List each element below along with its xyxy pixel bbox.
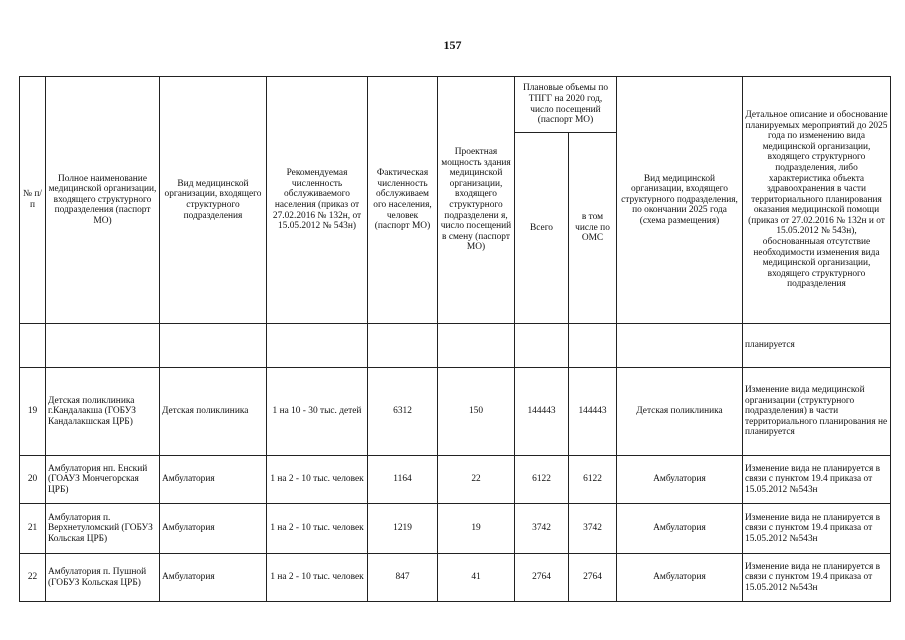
row-capacity-cell: 150 [438, 368, 515, 456]
row-type-cell: Амбулатория [160, 456, 267, 504]
table-row [20, 504, 891, 554]
header-capacity: Проектная мощность здания медицинской организации, входящего структурного подразделени я, число посещений в смену (паспорт МО) [438, 77, 515, 324]
row-details-cell: Изменение вида медицинской организации (структурного подразделения) в части территориального планирования не планируется [743, 368, 891, 456]
row-recommended-cell: 1 на 2 - 10 тыс. человек [267, 456, 368, 504]
row-oms-cell: 2764 [569, 554, 617, 602]
row-name-cell: Детская поликлиника г.Кандалакша (ГОБУЗ Кандалакшская ЦРБ) [46, 368, 160, 456]
row-details-cell: Изменение вида не планируется в связи с пунктом 19.4 приказа от 15.05.2012 №543н [743, 456, 891, 504]
row-type-2025-cell: Детская поликлиника [617, 368, 743, 456]
row-details-cell: Изменение вида не планируется в связи с пунктом 19.4 приказа от 15.05.2012 №543н [743, 554, 891, 602]
row-actual-cell: 1219 [368, 504, 438, 554]
continuation-text: планируется [743, 324, 891, 368]
empty-cell [368, 324, 438, 368]
row-type-2025-cell: Амбулатория [617, 504, 743, 554]
row-recommended-cell: 1 на 2 - 10 тыс. человек [267, 554, 368, 602]
row-oms-cell: 3742 [569, 504, 617, 554]
header-total: Всего [515, 133, 569, 324]
empty-cell [160, 324, 267, 368]
row-capacity-cell: 22 [438, 456, 515, 504]
header-recommended: Рекомендуемая численность обслуживаемого населения (приказ от 27.02.2016 № 132н, от 15.05.2012 № 543н) [267, 77, 368, 324]
row-oms-cell: 6122 [569, 456, 617, 504]
row-type-cell: Амбулатория [160, 504, 267, 554]
row-type-2025-cell: Амбулатория [617, 554, 743, 602]
header-type-2025: Вид медицинской организации, входящего структурного подразделения, по окончании 2025 года (схема размещения) [617, 77, 743, 324]
row-actual-cell: 847 [368, 554, 438, 602]
header-num: № п/п [20, 77, 46, 324]
row-total-cell: 144443 [515, 368, 569, 456]
empty-cell [617, 324, 743, 368]
page-number: 157 [443, 38, 462, 52]
row-name-cell: Амбулатория п. Пушной (ГОБУЗ Кольская ЦРБ) [46, 554, 160, 602]
table-row [20, 554, 891, 602]
row-recommended-cell: 1 на 10 - 30 тыс. детей [267, 368, 368, 456]
empty-cell [569, 324, 617, 368]
continuation-row [20, 324, 891, 368]
row-total-cell: 2764 [515, 554, 569, 602]
row-num-cell: 22 [20, 554, 46, 602]
header-name: Полное наименование медицинской организации, входящего структурного подразделения (паспорт МО) [46, 77, 160, 324]
header-planned-group: Плановые объемы по ТПГГ на 2020 год, число посещений (паспорт МО) [515, 77, 617, 133]
table-row [20, 456, 891, 504]
row-num-cell: 20 [20, 456, 46, 504]
row-name-cell: Амбулатория п. Верхнетуломский (ГОБУЗ Кольская ЦРБ) [46, 504, 160, 554]
header-type: Вид медицинской организации, входящего структурного подразделения [160, 77, 267, 324]
table-row [20, 368, 891, 456]
empty-cell [46, 324, 160, 368]
row-name-cell: Амбулатория нп. Енский (ГОАУЗ Мончегорская ЦРБ) [46, 456, 160, 504]
row-total-cell: 6122 [515, 456, 569, 504]
row-actual-cell: 1164 [368, 456, 438, 504]
header-actual: Фактическая численность обслуживаем ого населения, человек (паспорт МО) [368, 77, 438, 324]
row-type-cell: Амбулатория [160, 554, 267, 602]
empty-cell [438, 324, 515, 368]
row-oms-cell: 144443 [569, 368, 617, 456]
empty-cell [20, 324, 46, 368]
empty-cell [515, 324, 569, 368]
header-details: Детальное описание и обоснование планируемых мероприятий до 2025 года по изменению вида медицинской организации, входящего структурного подразделения, либо характеристика объекта здравоохранения в части территориального планирования оказания медицинской помощи (приказ от 27.02.2016 № 132н и от 15.05.2012 № 543н), обоснованныая отсутствие необходимости изменения вида медицинской организации, входящего структурного подразделения [743, 77, 891, 324]
row-capacity-cell: 19 [438, 504, 515, 554]
empty-cell [267, 324, 368, 368]
row-actual-cell: 6312 [368, 368, 438, 456]
row-capacity-cell: 41 [438, 554, 515, 602]
facilities-table [19, 76, 891, 602]
row-num-cell: 19 [20, 368, 46, 456]
row-type-cell: Детская поликлиника [160, 368, 267, 456]
row-type-2025-cell: Амбулатория [617, 456, 743, 504]
row-total-cell: 3742 [515, 504, 569, 554]
row-num-cell: 21 [20, 504, 46, 554]
row-recommended-cell: 1 на 2 - 10 тыс. человек [267, 504, 368, 554]
row-details-cell: Изменение вида не планируется в связи с пунктом 19.4 приказа от 15.05.2012 №543н [743, 504, 891, 554]
header-oms: в том числе по ОМС [569, 133, 617, 324]
